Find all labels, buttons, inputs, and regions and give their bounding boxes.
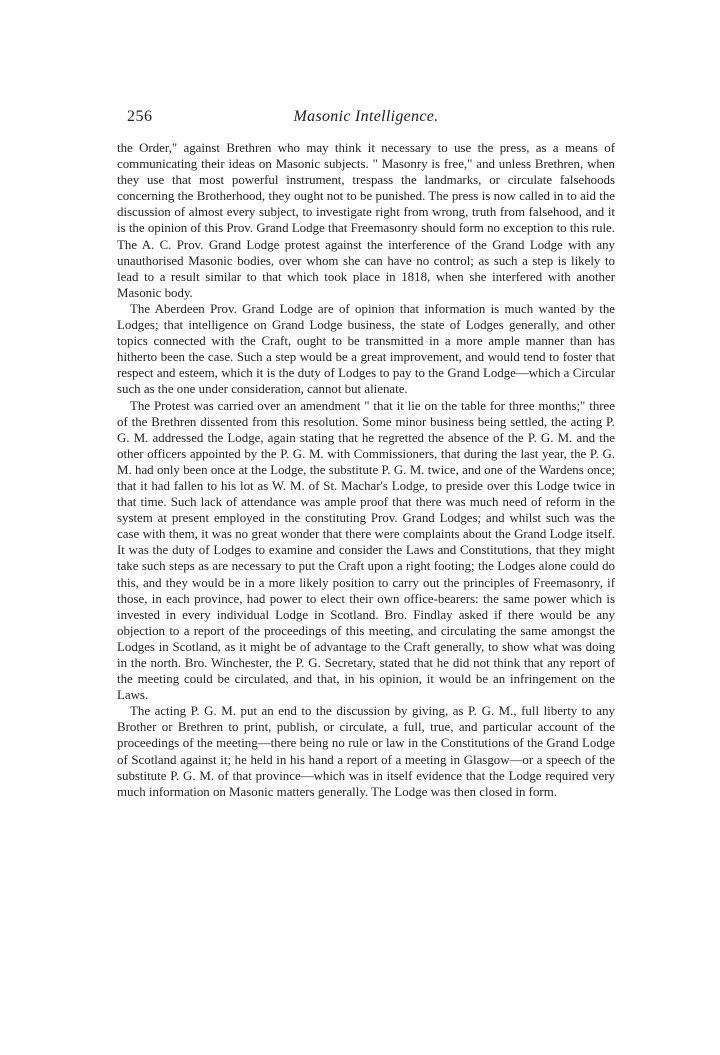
running-title: Masonic Intelligence. bbox=[293, 108, 439, 125]
paragraph-continuation: the Order," against Brethren who may think it necessary to use the press, as a means of communicating their ideas on Masonic subjects. " Masonry is free," and unless Brethren, when they use that most powerful instrument, trespass the landmarks, or circulate falsehoods concerning the Brotherhood, they ought not to be punished. The press is now called in to aid the discussion of almost every subject, to investigate right from wrong, truth from falsehood, and it is the opinion of this Prov. Grand Lodge that Freemasonry should form no exception to this rule. The A. C. Prov. Grand Lodge protest against the interference of the Grand Lodge with any unauthorised Masonic bodies, over whom she can have no control; as such a step is likely to lead to a result similar to that which took place in 1818, when she interfered with another Masonic body. bbox=[117, 141, 615, 300]
book-page bbox=[117, 108, 615, 800]
page-number: 256 bbox=[127, 108, 153, 125]
paragraph-protest: The Protest was carried over an amendment " that it lie on the table for three months;" three of the Brethren dissented from this resolution. Some minor business being settled, the acting P. G. M. addressed the Lodge, again stating that he regretted the absence of the P. G. M. and the other officers appointed by the P. G. M. with Commissioners, that during the last year, the P. G. M. had only been once at the Lodge, the substitute P. G. M. twice, and one of the Wardens once; that it had fallen to his lot as W. M. of St. Machar's Lodge, to preside over this Lodge twice in that time. Such lack of attendance was ample proof that there was much need of reform in the system at present employed in the constituting Prov. Grand Lodges; and whilst such was the case with them, it was no great wonder that there were complaints about the Grand Lodge itself. It was the duty of Lodges to examine and consider the Laws and Constitutions, that they might take such steps as are necessary to put the Craft upon a right footing; the Lodges alone could do this, and they would be in a more likely position to carry out the principles of Freemasonry, if those, in each province, had power to elect their own office-bearers: the same power which is invested in every individual Lodge in Scotland. Bro. Findlay asked if there would be any objection to a report of the proceedings of this meeting, and circulating the same amongst the Lodges in Scotland, as it might be of advantage to the Craft generally, to show what was doing in the north. Bro. Winchester, the P. G. Secretary, stated that he did not think that any report of the meeting could be circulated, and that, in his opinion, it would be an infringement on the Laws. bbox=[117, 398, 615, 703]
paragraph-aberdeen-opinion: The Aberdeen Prov. Grand Lodge are of opinion that information is much wanted by the Lodges; that intelligence on Grand Lodge business, the state of Lodges generally, and other topics connected with the Craft, ought to be transmitted in a more ample manner than has hitherto been the case. Such a step would be a great improvement, and would tend to foster that respect and esteem, which it is the duty of Lodges to pay to the Grand Lodge—which a Circular such as the one under consideration, cannot but alienate. bbox=[117, 301, 615, 397]
running-head bbox=[117, 108, 615, 132]
paragraph-closing: The acting P. G. M. put an end to the discussion by giving, as P. G. M., full liberty to any Brother or Brethren to print, publish, or circulate, a full, true, and particular account of the proceedings of the meeting—there being no rule or law in the Constitutions of the Grand Lodge of Scotland against it; he held in his hand a report of a meeting in Glasgow—or a speech of the substitute P. G. M. of that province—which was in itself evidence that the Lodge required very much information on Masonic matters generally. The Lodge was then closed in form. bbox=[117, 704, 615, 799]
article-body bbox=[117, 140, 615, 800]
